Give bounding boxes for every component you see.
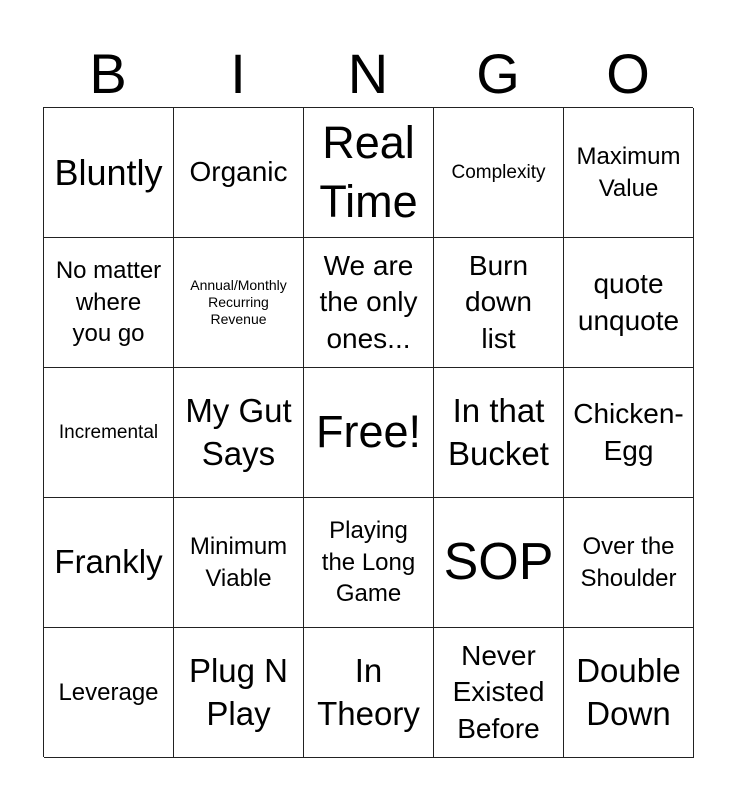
cell-label: SOP [443,532,554,591]
bingo-cell[interactable] [44,498,174,628]
cell-label: Complexity [451,161,546,183]
cell-label: Minimum Viable [189,532,288,592]
bingo-cell[interactable] [564,498,694,628]
cell-label: quote unquote [577,268,680,336]
bingo-cell[interactable] [434,238,564,368]
bingo-cell[interactable] [44,368,174,498]
cell-label: We are the only ones... [319,249,418,354]
cell-label: Bluntly [54,152,163,193]
bingo-cell[interactable] [174,628,304,758]
cell-label: In that Bucket [448,391,549,472]
cell-label: Plug N Play [188,651,289,732]
bingo-cell[interactable] [434,108,564,238]
cell-label: Over the Shoulder [580,532,677,592]
header-letter-i: I [230,42,246,105]
cell-label: Real Time [319,117,418,227]
header-letter-o: O [606,42,650,105]
bingo-cell[interactable] [564,368,694,498]
bingo-cell[interactable] [434,498,564,628]
bingo-board [43,107,693,757]
cell-label: No matter where you go [55,256,162,348]
bingo-cell[interactable] [44,108,174,238]
bingo-cell[interactable] [304,498,434,628]
cell-label: My Gut Says [185,391,292,472]
cell-label: Playing the Long Game [321,516,416,608]
header-letter-n: N [347,42,389,105]
bingo-cell[interactable] [564,628,694,758]
bingo-cell[interactable] [44,628,174,758]
cell-label: In Theory [317,651,420,732]
bingo-cell[interactable] [174,238,304,368]
bingo-cell[interactable] [434,368,564,498]
cell-label: Organic [189,156,288,188]
bingo-cell[interactable] [564,108,694,238]
bingo-cell[interactable] [174,108,304,238]
cell-label: Chicken- Egg [573,398,684,466]
header-letter-b: B [89,42,127,105]
cell-label: Maximum Value [576,142,681,202]
cell-label: Double Down [576,651,681,732]
bingo-cell[interactable] [434,628,564,758]
cell-label: Leverage [58,678,159,706]
bingo-cell[interactable] [304,628,434,758]
cell-label: Incremental [58,421,159,443]
cell-label: Never Existed Before [452,639,545,744]
bingo-cell[interactable] [174,368,304,498]
free-space[interactable] [304,368,434,498]
cell-label: Frankly [54,543,163,581]
bingo-header [43,42,693,106]
bingo-cell[interactable] [564,238,694,368]
bingo-cell[interactable] [44,238,174,368]
bingo-cell[interactable] [304,108,434,238]
cell-label: Annual/Monthly Recurring Revenue [190,277,287,327]
header-letter-g: G [476,42,520,105]
bingo-cell[interactable] [304,238,434,368]
cell-label: Burn down list [465,249,532,354]
bingo-cell[interactable] [174,498,304,628]
cell-label: Free! [315,406,422,458]
